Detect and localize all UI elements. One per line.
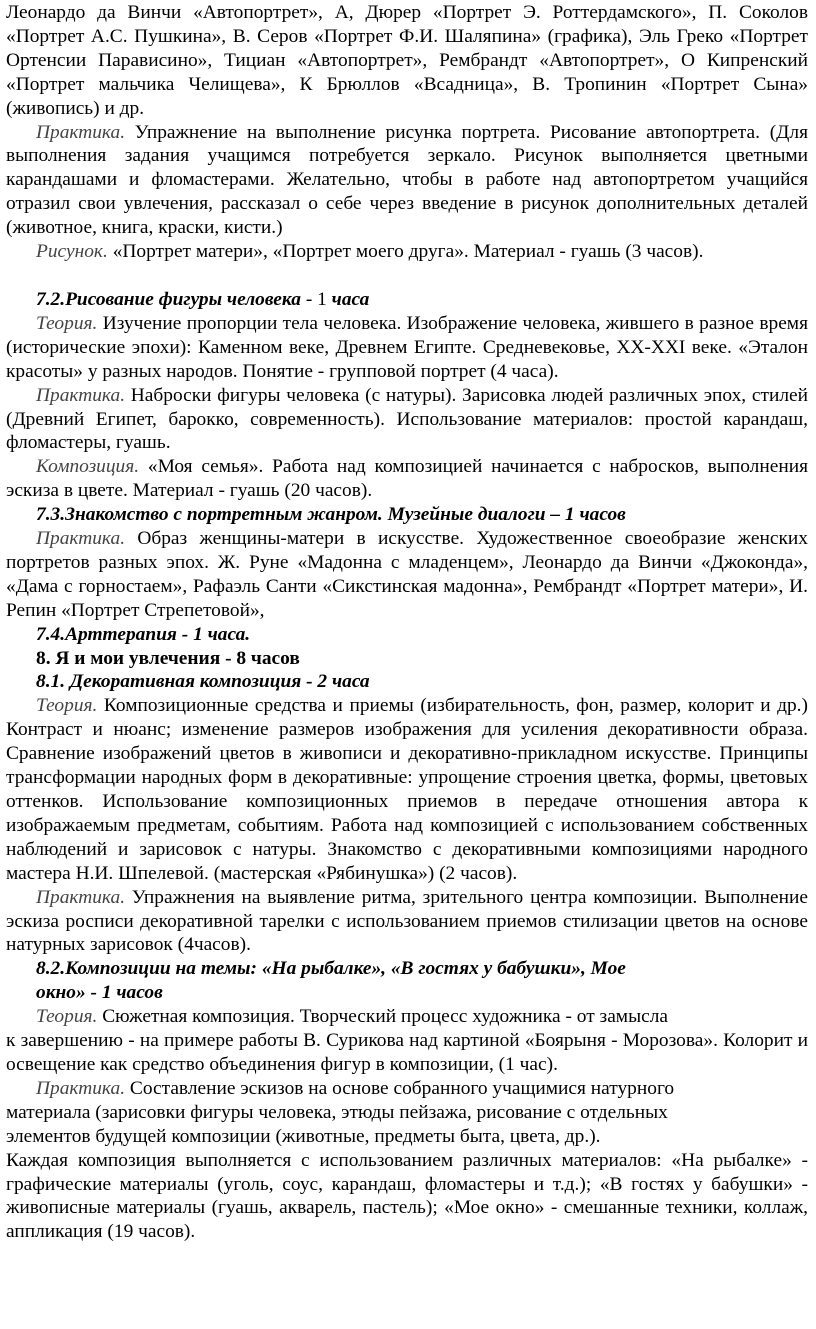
- paragraph-text: Композиционные средства и приемы (избирательность, фон, размер, колорит и др.) Контраст и нюанс; изменение размеров изображения для усиления декоративности образа. Сравнение изображений цветов в живописи и декоративно-прикладном искусстве. Принципы трансформации народных форм в декоративные: упрощение строения цветка, формы, цветовых оттенков. Использование композиционных приемов в передаче отношения автора к изображаемым предметам, событиям. Работа над композицией с использованием собственных наблюдений и зарисовок с натуры. Знакомство с декоративными композициями народного мастера Н.И. Шпелевой. (мастерская «Рябинушка») (2 часов).: [6, 695, 808, 884]
- heading-7-2: [6, 288, 808, 312]
- label-theory: Теория.: [36, 695, 98, 717]
- paragraph-text: «Портрет матери», «Портрет моего друга». Материал - гуашь (3 часов).: [107, 241, 704, 263]
- document-page: [6, 1, 808, 1244]
- heading-7-4: 7.4.Арттерапия - 1 часа.: [36, 623, 251, 645]
- paragraph-material-line: материала (зарисовки фигуры человека, этюды пейзажа, рисование с отдельных: [6, 1101, 668, 1123]
- paragraph-practice-rhythm: [6, 886, 808, 958]
- paragraph-text: «Моя семья». Работа над композицией начинается с набросков, выполнения эскиза в цвете. Материал - гуашь (20 часов).: [6, 456, 808, 502]
- heading-unit: часа: [331, 288, 370, 310]
- paragraph-text: Изучение пропорции тела человека. Изображение человека, жившего в разное время (исторические эпохи): Каменном веке, Древнем Египте. Средневековье, XX-XXI веке. «Эталон красоты» у разных народов. Понятие - групповой портрет (4 часа).: [6, 312, 808, 382]
- label-practice: Практика.: [36, 1077, 126, 1099]
- paragraph-theory-plot-composition: [6, 1005, 808, 1029]
- heading-8-2-line-1: 8.2.Композиции на темы: «На рыбалке», «В гостях у бабушки», Мое: [36, 958, 626, 980]
- heading-hours: - 1: [300, 288, 332, 310]
- paragraph-practice-sketch-drafts: [6, 1077, 808, 1101]
- paragraph-practice-self-portrait: [6, 121, 808, 241]
- label-composition: Композиция.: [36, 456, 140, 478]
- heading-text: 7.2.Рисование фигуры человека: [36, 288, 301, 310]
- label-theory: Теория.: [36, 1006, 98, 1028]
- paragraph-theory-proportions: [6, 312, 808, 384]
- paragraph-text: Упражнения на выявление ритма, зрительного центра композиции. Выполнение эскиза росписи декоративной тарелки с использованием приемов стилизации цветов на основе натурных зарисовок (4часов).: [6, 886, 808, 956]
- heading-8-1: 8.1. Декоративная композиция - 2 часа: [36, 671, 370, 693]
- heading-8: 8. Я и мои увлечения - 8 часов: [36, 647, 300, 669]
- spacer: [6, 264, 808, 288]
- label-practice: Практика.: [36, 528, 126, 550]
- label-theory: Теория.: [36, 312, 98, 334]
- paragraph-composition-family: [6, 455, 808, 503]
- label-drawing: Рисунок.: [36, 241, 108, 263]
- paragraph-portrait-list: Леонардо да Винчи «Автопортрет», А, Дюрер «Портрет Э. Роттердамского», П. Соколов «Портрет А.С. Пушкина», В. Серов «Портрет Ф.И. Шаляпина» (графика), Эль Греко «Портрет Ортенсии Парависино», Тициан «Автопортрет», Рембрандт «Автопортрет», О Кипренский «Портрет мальчика Челищева», К Брюллов «Всадница», В. Тропинин «Портрет Сына» (живопись) и др.: [6, 2, 808, 119]
- paragraph-surikov: к завершению - на примере работы В. Сурикова над картиной «Боярыня - Морозова». Колорит и освещение как средство объединения фигур в композиции, (1 час).: [6, 1030, 808, 1075]
- paragraph-text: Упражнение на выполнение рисунка портрета. Рисование автопортрета. (Для выполнения задания учащимся потребуется зеркало. Рисунок выполняется цветными карандашами и фломастерами. Желательно, чтобы в работе над автопортретом учащийся отразил свои увлечения, рассказал о себе через введение в рисунок дополнительных деталей (животное, книга, краски, кисти.): [6, 121, 808, 239]
- paragraph-text: Наброски фигуры человека (с натуры). Зарисовка людей различных эпох, стилей (Древний Египет, барокко, современность). Использование материалов: простой карандаш, фломастеры, гуашь.: [6, 384, 808, 454]
- paragraph-text: Составление эскизов на основе собранного учащимися натурного: [125, 1077, 675, 1099]
- paragraph-text: Образ женщины-матери в искусстве. Художественное своеобразие женских портретов разных эпох. Ж. Руне «Мадонна с младенцем», Леонардо да Винчи «Джоконда», «Дама с горностаем», Рафаэль Санти «Сикстинская мадонна», Рембрандт «Портрет матери», И. Репин «Портрет Стрепетовой»,: [6, 528, 808, 621]
- label-practice: Практика.: [36, 384, 126, 406]
- heading-8-2-line-2: окно» - 1 часов: [36, 982, 163, 1004]
- paragraph-theory-decorative: [6, 694, 808, 885]
- label-practice: Практика.: [36, 121, 126, 143]
- paragraph-elements-line: элементов будущей композиции (животные, предметы быта, цвета, др.).: [6, 1125, 601, 1147]
- paragraph-practice-sketches: [6, 384, 808, 456]
- label-practice: Практика.: [36, 886, 126, 908]
- paragraph-practice-mother-image: [6, 527, 808, 623]
- paragraph-drawing: [6, 240, 808, 264]
- heading-7-3: 7.3.Знакомство с портретным жанром. Музейные диалоги – 1 часов: [36, 504, 626, 526]
- paragraph-text: Сюжетная композиция. Творческий процесс художника - от замысла: [97, 1006, 668, 1028]
- paragraph-materials-list: Каждая композиция выполняется с использованием различных материалов: «На рыбалке» - графические материалы (уголь, соус, карандаш, фломастеры и т.д.); «В гостях у бабушки» - живописные материалы (гуашь, акварель, пастель); «Мое окно» - смешанные техники, коллаж, аппликация (19 часов).: [6, 1149, 808, 1243]
